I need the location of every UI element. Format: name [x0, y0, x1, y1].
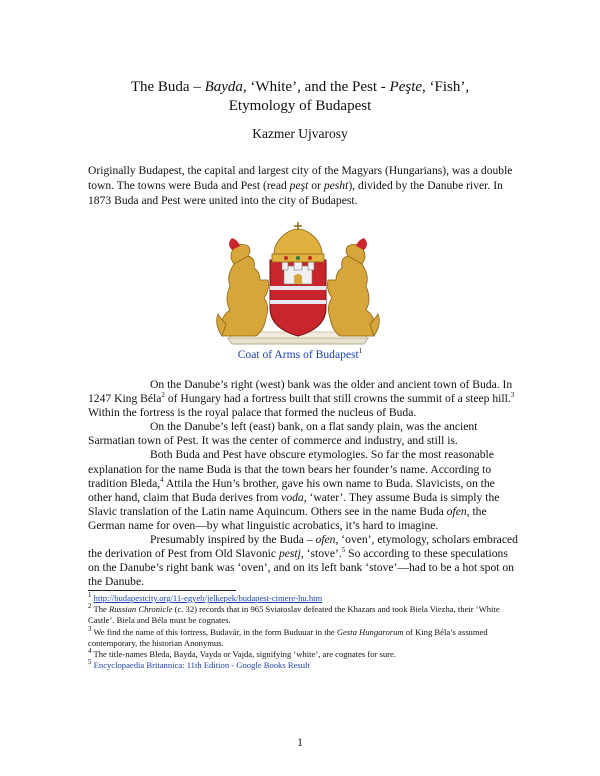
footnote-marker: 4 [160, 475, 164, 484]
caption-text: Coat of Arms of Budapest [237, 348, 359, 361]
title-text: The Buda – [130, 79, 205, 95]
footnote-2: $^2$ The Russian Chronicle (c. 32) records that in 965 Sviatoslav defeated the Khazars and took Biela Viezha, their ‘White Castle’. Biela and Béla must be cognates. [88, 602, 500, 626]
paragraph: Presumably inspired by the Buda – ofen, ‘oven’, etymology, scholars embraced the derivation of Pest from Old Slavonic pestj, ‘stove’.$^5$ So according to these speculations on the Danube’s right bank was ‘oven’, and on its left bank ‘stove’—had to be a hot spot on the Danube. [88, 533, 518, 589]
footnote-marker: 3 [510, 391, 515, 400]
paragraph: On the Danube’s right (west) bank was the older and ancient town of Buda. In 1247 King Béla$^2$ of Hungary had a fortress built that still crowns the summit of a steep hill.$^3$ Within the fortress is the royal palace that formed the nucleus of Buda. [88, 378, 515, 420]
footnote-link[interactable]: http://budapestcity.org/11-egyeb/jelkepek/budapest-cimere-hu.htm [93, 593, 323, 603]
coat-of-arms-image [208, 220, 388, 348]
paper-title [60, 78, 540, 116]
footnote-link[interactable]: Encyclopaedia Britannica: 11th Edition - Google Books Result [91, 660, 310, 671]
title-text: Bayda [204, 79, 243, 95]
author-name: Kazmer Ujvarosy [252, 126, 348, 141]
body-text [88, 378, 518, 589]
footnotes [88, 593, 518, 671]
footnote-divider [88, 590, 236, 591]
footnote-1: $^1$ http://budapestcity.org/11-egyeb/jelkepek/budapest-cimere-hu.htm [88, 591, 323, 603]
title-text: , ‘Fish’, [422, 79, 470, 95]
title-text: Etymology of Budapest [228, 98, 372, 114]
footnote-marker: 1 [358, 347, 363, 356]
intro-paragraph: Originally Budapest, the capital and largest city of the Magyars (Hungarians), was a double town. The towns were Buda and Pest (read peşt or pesht), divided by the Danube river. In 1873 Buda and Pest were united into the city of Budapest. [88, 164, 513, 207]
title-text: Peşte [389, 79, 423, 95]
footnote-3: $^3$ We find the name of this fortress, Budavár, in the form Buduuar in the Gesta Hungarorum of King Béla’s assumed contemporary, the historian Anonymus. [88, 624, 488, 648]
paragraph: Both Buda and Pest have obscure etymologies. So far the most reasonable explanation for the name Buda is that the town bears her founder’s name. According to tradition Bleda,$^4$ Attila the Hun’s brother, gave his own name to Buda. Slavicists, on the other hand, claim that Buda derives from voda, ‘water’. They assume Buda is simply the Slavic translation of the Latin name Aquincum. Others see in the name Buda ofen, the German name for oven—by what linguistic acrobatics, it’s hard to imagine. [88, 448, 500, 532]
title-text: , ‘White’, and the Pest - [242, 79, 390, 95]
footnote-5: $^5$ Encyclopaedia Britannica: 11th Edition - Google Books Result [88, 658, 310, 671]
figure-caption [150, 348, 450, 361]
footnote-4: $^4$ The title-names Bleda, Bayda, Vayda or Vajda, signifying ‘white’, are cognates for sure. [88, 647, 397, 660]
page-number: 1 [297, 736, 303, 749]
footnote-marker: 5 [341, 546, 346, 555]
paragraph: On the Danube’s left (east) bank, on a flat sandy plain, was the ancient Sarmatian town of Pest. It was the center of commerce and industry, and still is. [88, 420, 478, 448]
footnote-marker: 2 [161, 391, 165, 400]
